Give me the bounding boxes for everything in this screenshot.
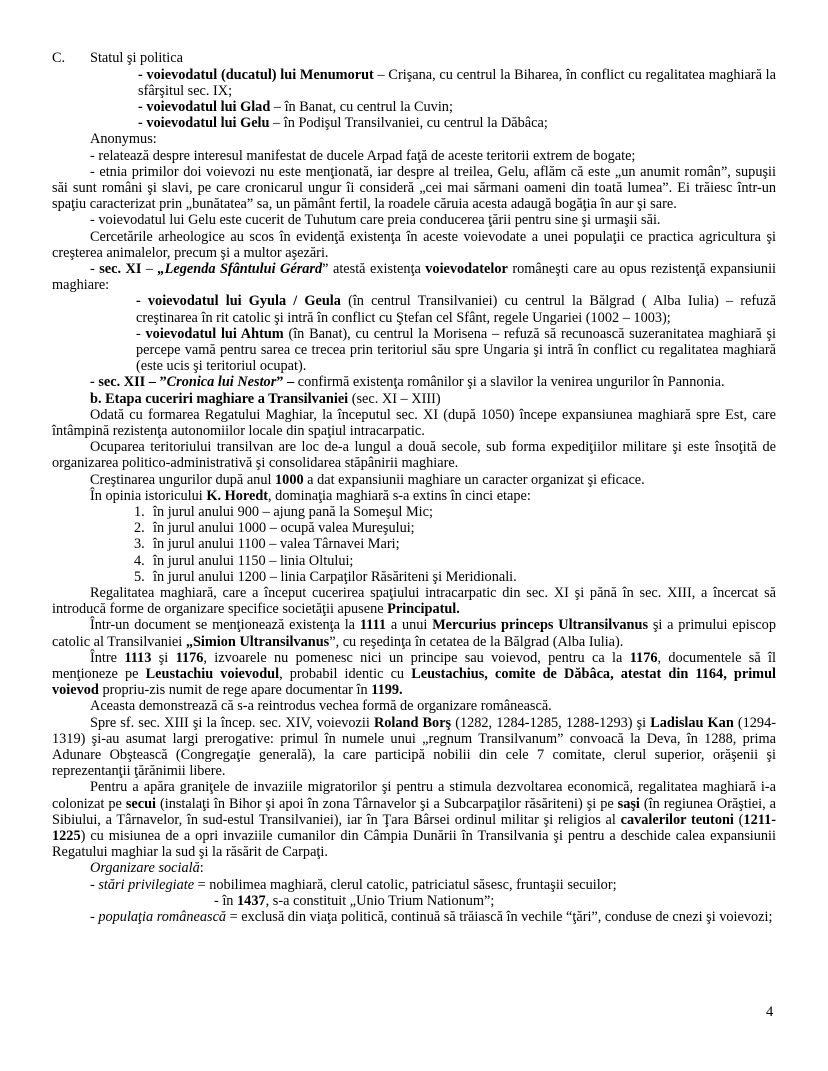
- list-number: 2.: [134, 520, 145, 537]
- voievodat-menumorut-name: - voievodatul (ducatul) lui Menumorut: [138, 66, 374, 83]
- legenda-title: „Legenda Sfântului Gérard: [157, 260, 323, 277]
- voievodat-menumorut: [52, 67, 776, 99]
- page-content: [52, 50, 776, 925]
- text-run: , documentele să îl menţioneze pe: [52, 649, 776, 683]
- text-run: - în: [214, 892, 238, 909]
- text-run: , probabil identic cu: [279, 666, 412, 683]
- bold-run: 1176: [175, 649, 204, 666]
- list-text: în jurul anului 1200 – linia Carpaţilor Răsăriteni şi Meridionali.: [153, 568, 517, 585]
- list-number: 5.: [134, 568, 145, 585]
- italic-run: populaţia românească: [98, 909, 227, 926]
- text-run: a dat expansiunii maghiare un caracter organizat şi eficace.: [303, 471, 645, 488]
- b-paragraph-1: Odată cu formarea Regatului Maghiar, la începutul sec. XI (după 1050) începe expansiunea maghiară spre Est, care întâmpină rezistenţa autonomiilor locale din spaţiul intracarpatic.: [52, 406, 776, 439]
- bold-run: 1211-1225: [52, 811, 776, 845]
- voievodat-gyula: [52, 293, 776, 325]
- list-item: [52, 553, 776, 569]
- text-run: = nobilimea maghiară, clerul catolic, patriciatul săsesc, fruntaşii secuilor;: [194, 876, 617, 893]
- anonymus-paragraph-1: - relatează despre interesul manifestat de ducele Arpad faţă de aceste teritorii extrem de bogate;: [90, 147, 636, 164]
- voievodat-menumorut-desc: – Crişana, cu centrul la Biharea, în conflict cu regalitatea maghiară la sfârşitul sec. IX;: [138, 66, 776, 99]
- voievodat-gyula-desc: (în centrul Transilvaniei) cu centrul la Bălgrad ( Alba Iulia) – refuză creştinarea în rit catolic şi intră în conflict cu Ştefan cel Sfânt, regele Ungariei (1002 – 1003);: [136, 293, 776, 326]
- b-paragraph-3: [52, 472, 776, 488]
- section-letter: C.: [52, 50, 66, 66]
- text-run: În opinia istoricului: [90, 487, 207, 504]
- sec-xi-dash: –: [141, 260, 158, 277]
- bold-run: 1176: [629, 649, 658, 666]
- text-run: , dominaţia maghiară s-a extins în cinci etape:: [268, 487, 531, 504]
- sec-xi-paragraph: [52, 261, 776, 293]
- text-run: -: [90, 909, 99, 926]
- intre-paragraph: [52, 650, 776, 699]
- sec-xi-rest: româneşti care au opus rezistenţă expansiunii maghiare:: [52, 260, 777, 294]
- bold-run: 1113: [124, 649, 152, 666]
- voievodatelor-bold: voievodatelor: [425, 260, 508, 277]
- document-paragraph: [52, 617, 776, 649]
- text-run: Între: [90, 649, 125, 666]
- text-run: Regalitatea maghiară, care a început cucerirea spaţiului intracarpatic din sec. XI şi pănă în sec. XIII, a încercat să introducă forme de organizare specifice societăţii apusene: [52, 585, 776, 618]
- section-b-title: b. Etapa cuceriri maghiare a Transilvaniei: [90, 390, 349, 407]
- italic-run: stări privilegiate: [98, 876, 195, 893]
- page-number: 4: [766, 1004, 774, 1020]
- b-paragraph-2: Ocuparea teritoriului transilvan are loc de-a lungul a două secole, sub forma expediţiilor militare şi este însoţită de organizarea politico-administrativă şi consolidarea stăpânirii maghiare.: [52, 439, 776, 472]
- list-number: 4.: [134, 552, 145, 569]
- spre-paragraph: [52, 715, 776, 780]
- voievodat-ahtum-lead: -: [136, 325, 146, 342]
- voievodat-gyula-name: - voievodatul lui Gyula / Geula: [136, 293, 341, 310]
- section-title: Statul şi politica: [90, 50, 183, 66]
- bold-run: „Simion Ultransilvanus: [185, 633, 330, 650]
- sec-xi-lead: -: [90, 260, 100, 277]
- voievodat-glad: [52, 99, 776, 115]
- bold-run: 1437: [237, 892, 266, 909]
- bold-run: 1199.: [371, 682, 403, 699]
- text-run: (instalaţi în Bihor şi apoi în zona Târnavelor şi a Subcarpaţilor răsăriteni) şi pe: [156, 795, 618, 812]
- granite-paragraph: [52, 779, 776, 860]
- voievodat-ahtum-name: voievodatul lui Ahtum: [145, 325, 284, 342]
- etape-list: [52, 504, 776, 585]
- bold-run: Roland Borş: [373, 714, 452, 731]
- list-item: [52, 569, 776, 585]
- sec-xii-rest: confirmă existenţa românilor şi a slavilor la venirea ungurilor în Pannonia.: [294, 374, 725, 391]
- anonymus-label: Anonymus:: [90, 131, 157, 148]
- text-run: (1294-1319) şi-au asumat largi prerogative: primul în numele unui „regnum Transilvanum” convoacă la Deva, în 1288, prima Adunare Obştească (Congregaţie generală), la care participă nobilii din cele 7 comitate, clerul superior, orăşenii şi reprezentanţii ţărănimii libere.: [52, 714, 776, 780]
- b-paragraph-4: [52, 488, 776, 504]
- section-c-heading: [52, 50, 776, 67]
- demonstreaza-paragraph: Aceasta demonstrează că s-a reintrodus vechea formă de organizare românească.: [90, 698, 552, 715]
- list-text: în jurul anului 1000 – ocupă valea Mureşului;: [153, 520, 415, 537]
- text-run: a unui: [386, 617, 433, 634]
- text-run: ) cu misiunea de a opri invaziile cumanilor din Câmpia Dunării în Transilvania şi pentru a deschide calea expansiunii Regatului maghiar la sud şi la răsărit de Carpaţi.: [52, 828, 776, 861]
- regalitatea-paragraph: [52, 585, 776, 617]
- list-item: [52, 536, 776, 552]
- cronica-title: Cronica lui Nestor: [166, 374, 277, 391]
- voievodat-ahtum: [52, 326, 776, 375]
- list-number: 3.: [134, 536, 145, 553]
- text-run: Spre sf. sec. XIII şi la încep. sec. XIV, voievozii: [90, 714, 374, 731]
- populatia-romaneasca: [52, 909, 776, 925]
- sec-xii-paragraph: [52, 374, 776, 390]
- bold-run: Leustachius, comite de Dăbâca, atestat din 1164, primul voievod: [52, 666, 776, 699]
- sec-xii-quote-close: ” –: [276, 374, 295, 391]
- text-run: propriu-zis numit de rege apare documentar în: [98, 682, 372, 699]
- bold-run: saşi: [617, 795, 640, 812]
- cercetari-paragraph: Cercetările arheologice au scos în evidenţă existenţa în aceste voievodate a unei populaţii ce practica agricultura şi creşterea animalelor, precum şi a multor aşezări.: [52, 228, 776, 261]
- list-number: 1.: [134, 503, 145, 520]
- text-run: = exclusă din viaţa politică, continuă să trăiască în vechile “ţări”, conduse de cnezi şi voievozi;: [226, 909, 773, 926]
- stari-privilegiate: [52, 877, 776, 893]
- list-text: în jurul anului 1100 – valea Târnavei Mari;: [153, 536, 400, 553]
- voievodat-glad-desc: – în Banat, cu centrul la Cuvin;: [270, 98, 453, 115]
- organizare-colon: :: [199, 860, 204, 877]
- section-b-heading: [52, 391, 776, 407]
- voievodat-gelu-desc: – în Podişul Transilvaniei, cu centrul la Dăbâca;: [269, 115, 548, 132]
- list-item: [52, 520, 776, 536]
- bold-run: Principatul.: [387, 601, 460, 618]
- organizare-title: Organizare socială: [90, 860, 200, 877]
- list-item: [52, 504, 776, 520]
- sec-xi-label: sec. XI: [99, 260, 142, 277]
- list-text: în jurul anului 1150 – linia Oltului;: [153, 552, 354, 569]
- text-run: şi: [151, 649, 176, 666]
- bold-run: Ladislau Kan: [650, 714, 734, 731]
- voievodat-gelu: [52, 115, 776, 131]
- text-run: -: [90, 876, 99, 893]
- bold-run: 1111: [359, 617, 387, 634]
- text-run: Pentru a apăra graniţele de invaziile migratorilor şi pentru a stimula dezvoltarea economică, regalitatea maghiară i-a colonizat pe: [52, 779, 776, 812]
- unio-trium: [52, 893, 776, 909]
- sec-xii-label: - sec. XII – ”: [90, 374, 167, 391]
- text-run: şi a primului episcop catolic al Transilvaniei: [52, 617, 776, 650]
- voievodat-glad-name: - voievodatul lui Glad: [138, 98, 271, 115]
- text-run: Într-un document se menţionează existenţa la: [90, 617, 360, 634]
- bold-run: K. Horedt: [206, 487, 269, 504]
- bold-run: secui: [125, 795, 156, 812]
- list-text: în jurul anului 900 – ajung pană la Someşul Mic;: [153, 503, 433, 520]
- voievodat-ahtum-desc: (în Banat), cu centrul la Morisena – refuză să recunoască suzeranitatea maghiară şi percepe vamă pentru sarea ce trecea prin teritoriul său spre Ungaria şi intră în conflict cu regalitatea maghiară (este ucis şi teritoriul ocupat).: [136, 325, 776, 375]
- bold-run: cavalerilor teutoni: [620, 811, 734, 828]
- anonymus-paragraph-3: - voievodatul lui Gelu este cucerit de Tuhutum care preia conducerea ţării pentru sine şi urmaşii săi.: [90, 212, 661, 229]
- text-run: Creştinarea ungurilor după anul: [90, 471, 276, 488]
- bold-run: Leustachiu voievodul: [145, 666, 280, 683]
- text-run: , izvoarele nu pomenesc nici un principe sau voievod, pentru ca la: [203, 649, 630, 666]
- anonymus-paragraph-2: - etnia primilor doi voievozi nu este menţionată, iar despre al treilea, Gelu, aflăm că este „un anumit român”, supuşii săi sunt români şi slavi, pe care cronicarul ungur îi consideră „cei mai sărmani oameni din toată lumea”. Ei trăiesc într-un spaţiu caracterizat prin „bunătatea” sa, un pământ fertil, la roadele căruia acesta adaugă bogăţia în aur şi sare.: [52, 163, 776, 213]
- text-run: , s-a constituit „Unio Trium Nationum”;: [265, 892, 495, 909]
- text-run: (1282, 1284-1285, 1288-1293) şi: [451, 714, 651, 731]
- bold-run: Mercurius princeps Ultransilvanus: [432, 617, 649, 634]
- sec-xi-text: ” atestă existenţa: [322, 260, 426, 277]
- text-run: ”, cu reşedinţa în cetatea de la Bălgrad (Alba Iulia).: [329, 633, 624, 650]
- voievodat-gelu-name: - voievodatul lui Gelu: [138, 115, 270, 132]
- text-run: (în regiunea Orăştiei, a Sibiului, a Târnavelor, în sud-estul Transilvaniei), iar în Ţara Bârsei ordinul militar şi religios al: [52, 795, 777, 828]
- organizare-heading: [52, 860, 776, 876]
- text-run: (: [733, 811, 744, 828]
- bold-run: 1000: [275, 471, 304, 488]
- section-b-period: (sec. XI – XIII): [348, 390, 441, 407]
